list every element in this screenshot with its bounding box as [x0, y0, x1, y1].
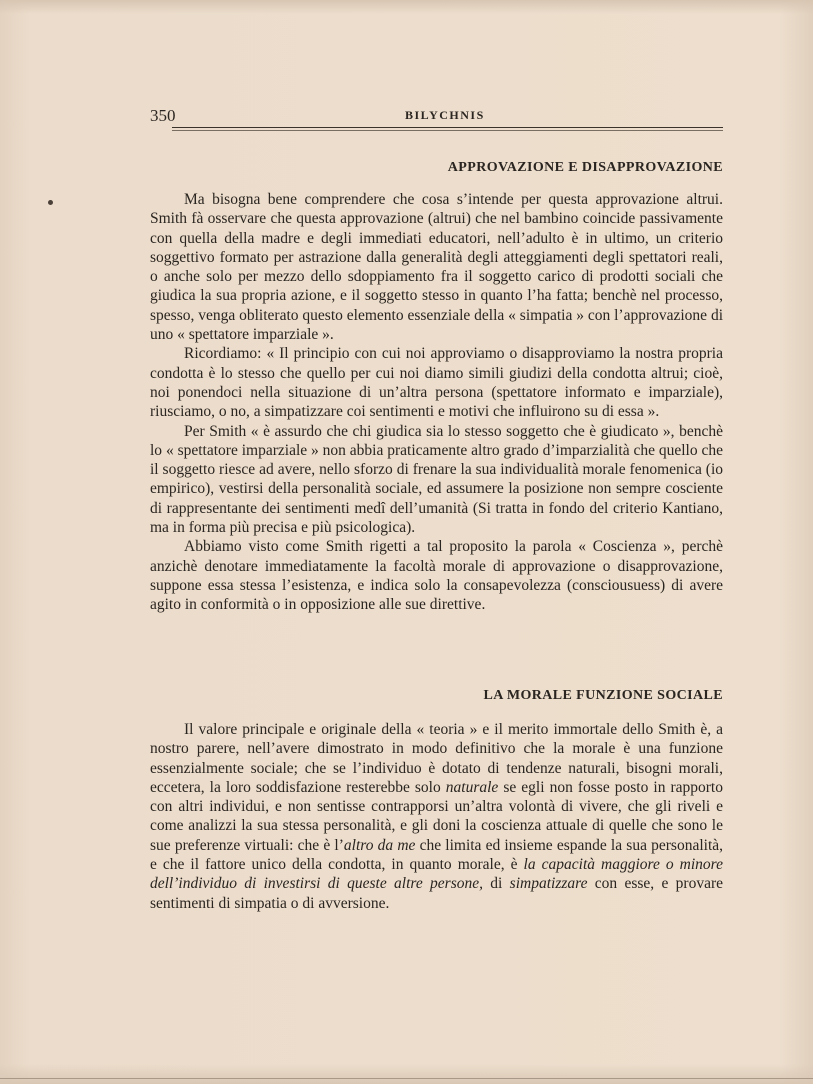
page-bottom-edge — [0, 1064, 813, 1084]
text-run: di — [483, 875, 510, 893]
page-bottom-rule — [0, 1078, 813, 1079]
margin-ink-mark — [48, 200, 53, 205]
italic-run: naturale — [445, 778, 499, 796]
italic-run: simpatizzare — [509, 875, 588, 893]
section-heading-morale: LA MORALE FUNZIONE SOCIALE — [483, 688, 723, 703]
paragraph: Abbiamo visto come Smith rigetti a tal proposito la parola « Coscienza », perchè anzichè denotare immediatamente la facoltà morale di approvazione o disapprovazione, suppone essa stessa l’esistenza, e indica solo la consapevolezza (consciousuess) di avere agito in conformità o in opposizione alle sue direttive. — [150, 538, 723, 614]
italic-run: altro da me — [343, 836, 416, 854]
paragraph — [150, 720, 723, 913]
header-rule-thin — [172, 130, 723, 131]
paragraph: Per Smith « è assurdo che chi giudica sia lo stesso soggetto che è giudicato », benchè lo « spettatore imparziale » non abbia praticamente altro grado d’imparzialità che quello che il soggetto riesce ad avere, nello sforzo di frenare la sua individualità morale fenomenica (io empirico), vestirsi della personalità sociale, ed assumere la posizione non sempre cosciente di rappresentante dei sentimenti medî dell’umanità (Si tratta in fondo del criterio Kantiano, ma in forma più precisa e più psicologica). — [150, 422, 723, 537]
header-rule — [172, 127, 723, 128]
running-head — [150, 106, 723, 128]
section-body-morale — [150, 720, 723, 913]
page-number: 350 — [150, 106, 176, 125]
section-heading-approvazione: APPROVAZIONE E DISAPPROVAZIONE — [447, 160, 723, 175]
text-run: con esse, e provare sentimenti di simpatia o di avversione. — [150, 875, 723, 912]
page-top-edge — [0, 0, 813, 14]
paragraph: Ricordiamo: « Il principio con cui noi approviamo o disapproviamo la nostra propria condotta è lo stesso che quello per cui noi diamo simili giudizi della condotta altrui; cioè, noi ponendoci nella situazione di un’altra persona (spettatore informato e imparziale), riusciamo, o no, a simpatizzare coi sentimenti e motivi che influirono su di essa ». — [150, 345, 723, 421]
italic-run: la capacità maggiore o minore dell’individuo di investirsi di queste altre persone, — [150, 856, 723, 893]
text-run: che limita ed insieme espande la sua personalità, e che il fattore unico della condotta, in quanto morale, è — [150, 836, 724, 874]
text-run: Il valore principale e originale della « teoria » e il merito immortale dello Smith è, a nostro parere, nell’avere dimostrato in modo definitivo che la morale è una funzione essenzialmente sociale; che se l’individuo è dotato di tendenze naturali, bisogni morali, eccetera, la loro soddisfazione resterebbe solo — [150, 721, 723, 796]
journal-title: BILYCHNIS — [405, 108, 485, 122]
text-run: se egli non fosse posto in rapporto con altri individui, e non sentisse contrapporsi un’altra volontà di vivere, che gli riveli e come analizzi la sua stessa personalità, e gli doni la coscienza attuale di quelle che sono le sue preferenze virtuali: che è l’ — [150, 778, 723, 854]
paragraph: Ma bisogna bene comprendere che cosa s’intende per questa approvazione altrui. Smith fà osservare che questa approvazione (altrui) che nel bambino coincide passivamente con quella della madre e degli immediati educatori, nell’adulto è in ultimo, un criterio soggettivo formato per astrazione dalla generalità degli atteggiamenti degli spettatori reali, o anche solo per mezzo dello sdoppiamento fra il soggetto carico di prodotti sociali che giudica la sua propria azione, e il soggetto stesso in quanto l’ha fatta; benchè nel processo, spesso, venga obliterato questo elemento essenziale della « simpatia » con l’approvazione di uno « spettatore imparziale ». — [150, 191, 723, 344]
section-body-approvazione — [150, 190, 723, 615]
